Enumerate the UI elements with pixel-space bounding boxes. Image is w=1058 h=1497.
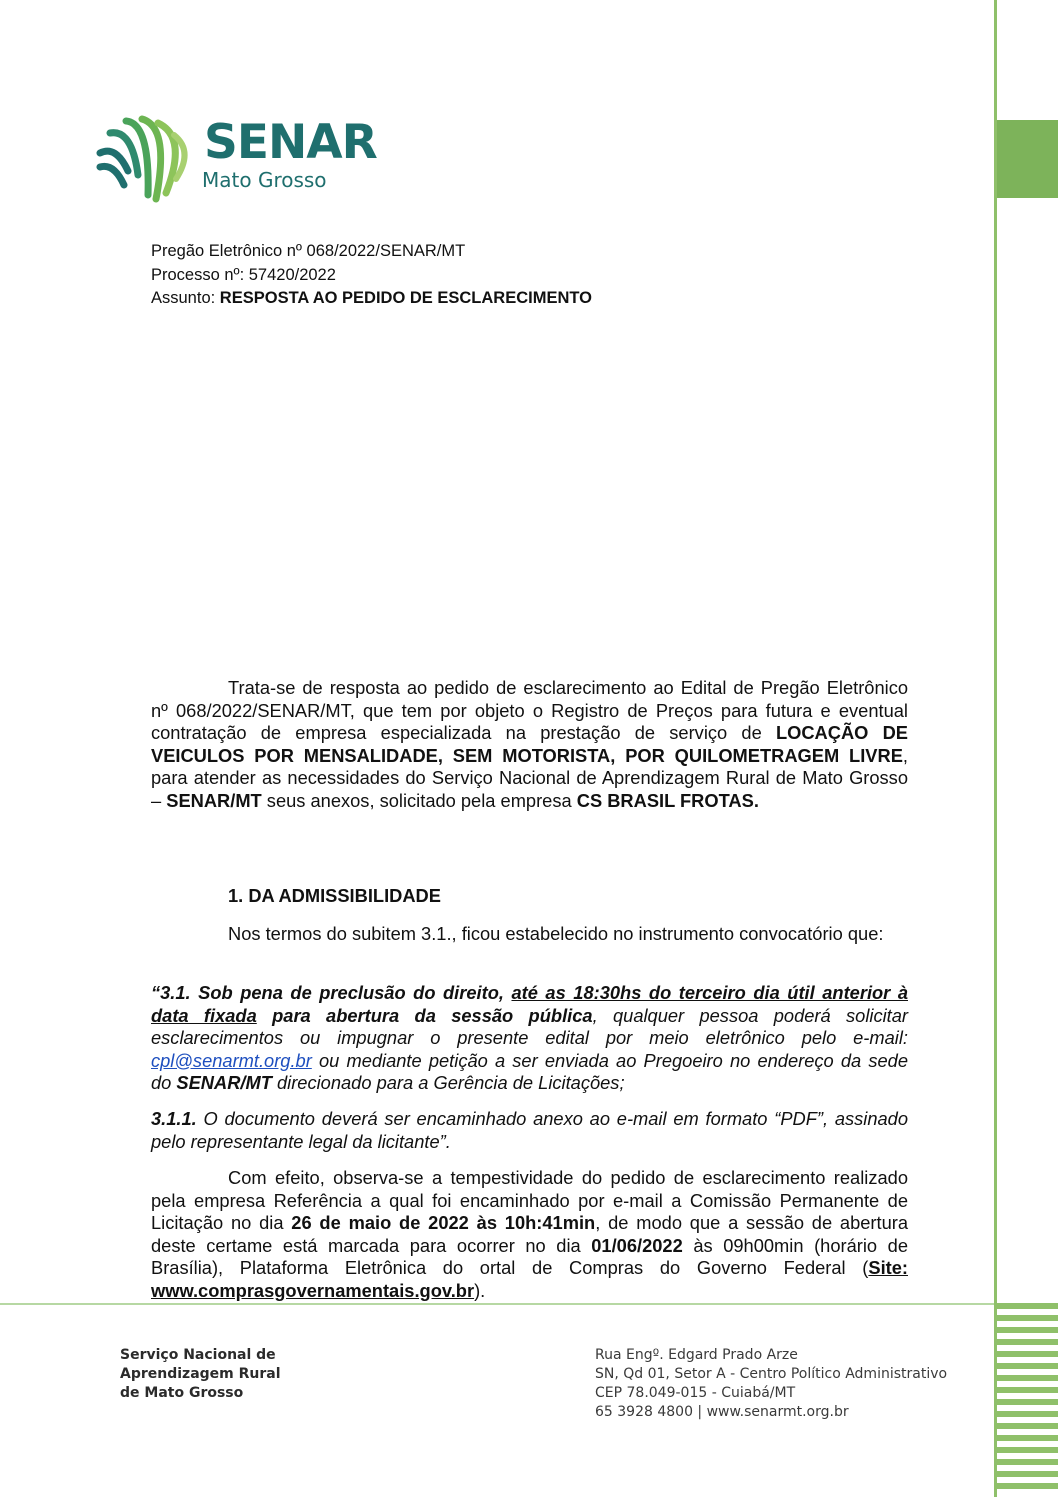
assunto-line: [151, 287, 592, 311]
footer-address-line: CEP 78.049-015 - Cuiabá/MT: [595, 1385, 796, 1401]
quote-text-2: ou mediante petição a ser enviada ao Pregoeiro no endereço da sede do: [151, 1049, 908, 1094]
closing-paragraph: [151, 1167, 908, 1303]
quote-text-1: , qualquer pessoa poderá solicitar esclarecimentos ou impugnar o presente edital por meio eletrônico pelo e-mail:: [151, 1004, 908, 1049]
section-heading: 1. DA ADMISSIBILIDADE: [228, 885, 441, 906]
section-lead: Nos termos do subitem 3.1., ficou estabelecido no instrumento convocatório que:: [228, 923, 884, 944]
site-link[interactable]: Site: www.comprasgovernamentais.gov.br: [151, 1257, 908, 1301]
senar-logo: [96, 115, 396, 205]
footer-address-line: Rua Engº. Edgard Prado Arze: [595, 1347, 798, 1363]
decorative-green-block: [997, 120, 1058, 198]
closing-time: às 10h:41min: [468, 1212, 596, 1234]
intro-bold-senar: SENAR/MT: [166, 789, 262, 811]
footer-org-line: de Mato Grosso: [120, 1385, 244, 1401]
footer-address-line: SN, Qd 01, Setor A - Centro Político Administrativo: [595, 1366, 948, 1382]
closing-text-4: ).: [474, 1279, 486, 1301]
assunto-label: Assunto:: [151, 289, 220, 307]
closing-text-3: às 09h00min (horário de Brasília), Plataforma Eletrônica do ortal de Compras do Governo Federal (: [151, 1234, 908, 1279]
footer-org-line: Serviço Nacional de: [120, 1347, 276, 1363]
quote-number: “3.1. Sob pena de preclusão do direito,: [151, 982, 512, 1003]
quote-bold-senar: SENAR/MT: [176, 1072, 272, 1094]
pregao-line: Pregão Eletrônico nº 068/2022/SENAR/MT: [151, 242, 466, 260]
closing-date-2: 01/06/2022: [591, 1234, 683, 1256]
document-header: [151, 240, 592, 311]
processo-line: Processo nº: 57420/2022: [151, 265, 336, 284]
quote-sub-text: O documento deverá ser encaminhado anexo ao e-mail em formato “PDF”, assinado pelo representante legal da licitante”.: [151, 1107, 908, 1152]
quote-deadline: até as 18:30hs do terceiro dia útil anterior à data fixada: [151, 982, 908, 1026]
intro-text-3: seus anexos, solicitado pela empresa: [261, 789, 577, 811]
footer-divider: [0, 1303, 994, 1305]
quote-bold-session: para abertura da sessão pública: [256, 1004, 593, 1026]
footer-org-line: Aprendizagem Rural: [120, 1366, 281, 1382]
footer-contact-line: 65 3928 4800 | www.senarmt.org.br: [595, 1404, 849, 1420]
intro-text-2: , para atender as necessidades do Serviço Nacional de Aprendizagem Rural de Mato Grosso –: [151, 744, 908, 811]
intro-bold-object: LOCAÇÃO DE VEICULOS POR MENSALIDADE, SEM MOTORISTA, POR QUILOMETRAGEM LIVRE: [151, 722, 909, 766]
quote-text-3: direcionado para a Gerência de Licitações;: [271, 1072, 625, 1094]
closing-text-1: Com efeito, observa-se a tempestividade do pedido de esclarecimento realizado pela empresa Referência a qual foi encaminhado por e-mail a Comissão Permanente de Licitação no dia: [151, 1167, 908, 1234]
footer-organization: [120, 1346, 281, 1403]
closing-text-2: , de modo que a sessão de abertura deste certame está marcada para ocorrer no dia: [151, 1212, 909, 1256]
logo-subtitle: Mato Grosso: [202, 168, 327, 192]
intro-bold-company: CS BRASIL FROTAS.: [576, 789, 759, 811]
intro-text-1: Trata-se de resposta ao pedido de esclarecimento ao Edital de Pregão Eletrônico nº 068/2022/SENAR/MT, que tem por objeto o Registro de Preços para futura e eventual contratação de empresa especializada na prestação de serviço de: [151, 677, 908, 744]
logo-name: SENAR: [204, 115, 377, 170]
closing-date: 26 de maio de 2022: [291, 1212, 469, 1234]
assunto-value: RESPOSTA AO PEDIDO DE ESCLARECIMENTO: [219, 289, 593, 307]
quote-sub-number: 3.1.1.: [151, 1107, 197, 1129]
footer-address: [595, 1346, 947, 1422]
email-link[interactable]: cpl@senarmt.org.br: [151, 1049, 312, 1071]
intro-paragraph: [151, 677, 908, 813]
quote-block: [151, 982, 908, 1153]
senar-leaf-logo-icon: [96, 115, 196, 205]
decorative-stripes: [997, 1303, 1058, 1497]
decorative-vertical-line: [994, 0, 997, 1497]
